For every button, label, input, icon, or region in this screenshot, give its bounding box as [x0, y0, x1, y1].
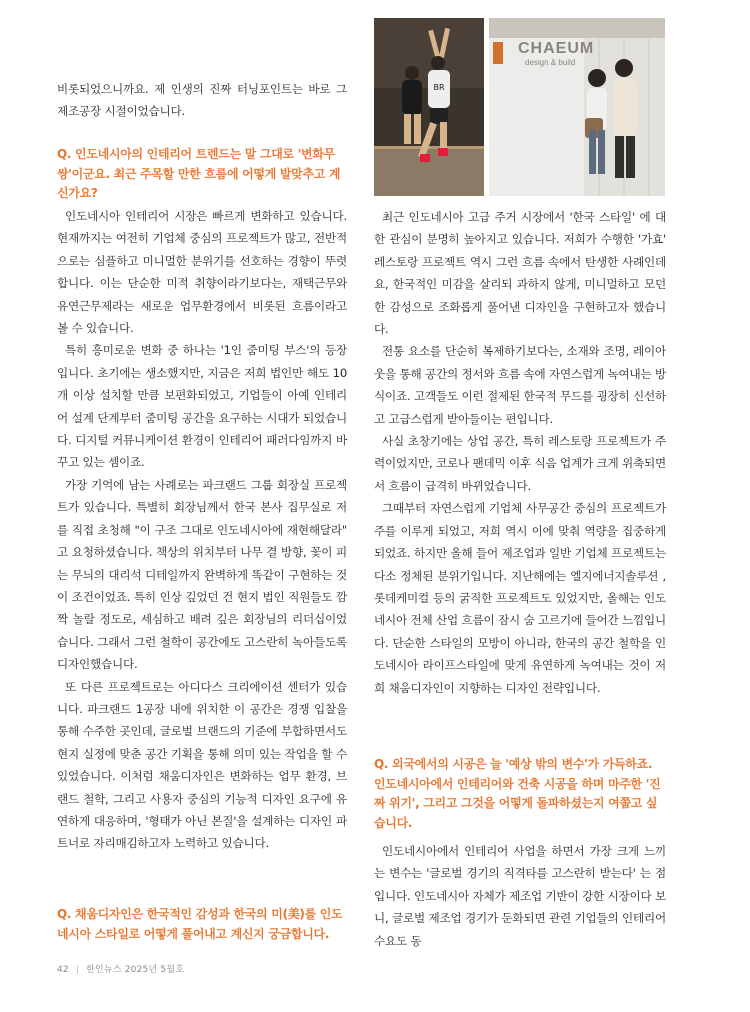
- question-crisis: Q. 외국에서의 시공은 늘 '예상 밖의 변수'가 가득하죠. 인도네시아에서 인테리어와 건축 시공을 하며 마주한 '진짜 위기', 그리고 그것을 어떻게 돌파하셨는지 여쭙고 싶습니다.: [374, 757, 661, 830]
- basketball-photo: [374, 18, 484, 196]
- question-korean-style: Q. 채움디자인은 한국적인 감성과 한국의 미(美)를 인도네시아 스타일로 어떻게 풀어내고 계신지 궁금합니다.: [57, 907, 343, 941]
- office-photo: [489, 18, 665, 196]
- paragraph-trend: 인도네시아 인테리어 시장은 빠르게 변화하고 있습니다. 현재까지는 여전히 기업체 중심의 프로젝트가 많고, 전반적으로는 심플하고 미니멀한 분위기를 선호하는 경향이 뚜렷합니다. 이는 단순한 미적 취향이라기보다는, 재택근무와 유연근무제라는 새로운 업무환경에서 비롯된 흐름이라고 볼 수 있습니다.: [57, 209, 347, 336]
- paragraph-global-economy: 인도네시아에서 인테리어 사업을 하면서 가장 크게 느끼는 변수는 '글로벌 경기의 직격타를 고스란히 받는다' 는 점입니다. 인도네시아 자체가 제조업 기반이 강한 시장이다 보니, 글로벌 제조업 경기가 둔화되면 관련 기업들의 인테리어 수요도 동: [374, 844, 666, 948]
- svg-text:BR: BR: [433, 83, 445, 92]
- paragraph-zoom-booth: 특히 흥미로운 변화 중 하나는 '1인 줌미팅 부스'의 등장입니다. 초기에는 생소했지만, 지금은 저희 법인만 해도 10개 이상 설치할 만큼 보편화되었고, 기업들이 아예 인테리어 설계 단계부터 줌미팅 공간을 요구하는 시대가 되었습니다. 디지털 커뮤니케이션 환경이 인테리어 패러다임까지 바꾸고 있는 셈이죠.: [57, 343, 347, 470]
- chaeum-sign-sub: design & build: [525, 58, 576, 67]
- publication-name: 한인뉴스 2025년 5월호: [86, 965, 185, 975]
- paragraph-tradition: 전통 요소를 단순히 복제하기보다는, 소재와 조명, 레이아웃을 통해 공간의 정서와 흐름 속에 자연스럽게 녹여내는 방식이죠. 고객들도 이런 절제된 한국적 무드를 굉장히 신선하고 고급스럽게 받아들이는 편입니다.: [374, 344, 666, 426]
- question-trend: Q. 인도네시아의 인테리어 트렌드는 말 그대로 '변화무쌍'이군요. 최근 주목할 만한 흐름에 어떻게 발맞추고 계신가요?: [57, 147, 341, 200]
- page-number: 42: [57, 965, 69, 975]
- chaeum-sign: CHAEUM: [518, 40, 595, 57]
- page-footer: 42 | 한인뉴스 2025년 5월호: [57, 965, 185, 975]
- paragraph-pandemic: 사실 초창기에는 상업 공간, 특히 레스토랑 프로젝트가 주력이었지만, 코로나 팬데믹 이후 식음 업계가 크게 위축되면서 흐름이 급격히 바뀌었습니다.: [374, 434, 666, 493]
- paragraph-parkland: 가장 기억에 남는 사례로는 파크랜드 그룹 회장실 프로젝트가 있습니다. 특별히 회장님께서 한국 본사 집무실로 저를 직접 초청해 "이 구조 그대로 인도네시아에 재현해달라" 고 요청하셨습니다. 책상의 위치부터 나무 결 방향, 꽃이 피는 무늬의 대리석 디테일까지 완벽하게 똑같이 구현하는 것이 조건이었죠. 특히 인상 깊었던 건 현지 법인 직원들도 깜짝 놀랄 정도로, 세심하고 배려 깊은 회장님의 리더십이었습니다. 그래서 그런 철학이 공간에도 고스란히 녹아들도록 디자인했습니다.: [57, 477, 347, 672]
- paragraph-adidas: 또 다른 프로젝트로는 아디다스 크리에이션 센터가 있습니다. 파크랜드 1공장 내에 위치한 이 공간은 경쟁 입찰을 통해 수주한 곳인데, 글로벌 브랜드의 기준에 부합하면서도 현지 실정에 맞춘 공간 기획을 통해 의미 있는 작업을 할 수 있었습니다. 이처럼 채움디자인은 변화하는 업무 환경, 브랜드 철학, 그리고 사용자 중심의 기능적 디자인 요구에 유연하게 대응하며, '형태가 아닌 본질'을 설계하는 디자인 파트너로 자리매김하고자 노력하고 있습니다.: [57, 679, 347, 851]
- paragraph-korean-style: 최근 인도네시아 고급 주거 시장에서 '한국 스타일' 에 대한 관심이 분명히 높아지고 있습니다. 저희가 수행한 '가효' 레스토랑 프로젝트 역시 그런 흐름 속에서 탄생한 사례인데요, 한국적인 미감을 살리되 과하지 않게, 미니멀하고 모던한 감성으로 조화롭게 풀어낸 디자인을 구현하고자 했습니다.: [374, 210, 666, 337]
- paragraph-strategy: 그때부터 자연스럽게 기업체 사무공간 중심의 프로젝트가 주를 이루게 되었고, 저희 역시 이에 맞춰 역량을 집중하게 되었죠. 하지만 올해 들어 제조업과 일반 기업체 프로젝트는 다소 정체된 분위기입니다. 지난해에는 엘지에너지솔루션 , 롯데케미컬 등의 굵직한 프로젝트도 있었지만, 올해는 인도네시아 전체 산업 흐름이 잠시 숨 고르기에 들어간 느낌입니다. 단순한 스타일의 모방이 아니라, 한국의 공간 철학을 인도네시아 라이프스타일에 맞게 유연하게 녹여내는 것이 저희 채움디자인이 지향하는 디자인 전략입니다.: [374, 501, 666, 695]
- paragraph-continued: 비롯되었으니까요. 제 인생의 진짜 터닝포인트는 바로 그 제조공장 시절이었습니다.: [57, 82, 347, 119]
